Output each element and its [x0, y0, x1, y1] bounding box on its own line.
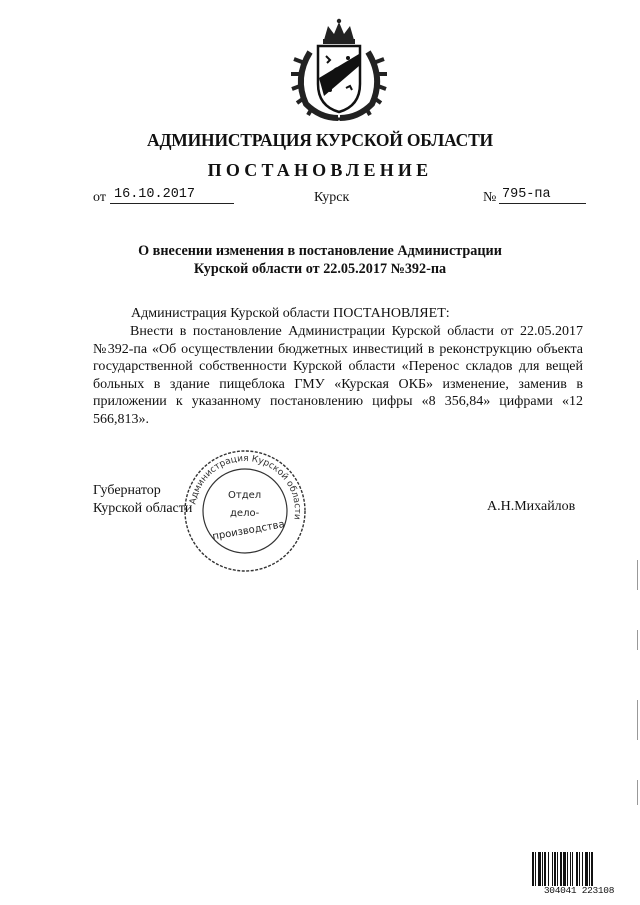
- scan-edge-mark: [637, 700, 638, 740]
- body-paragraph: Внести в постановление Администрации Курской области от 22.05.2017 №392-па «Об осуществлении бюджетных инвестиций в реконструкцию объекта государственной собственности Курской области «Перенос складов для вещей больных в здание пищеблока ГМУ «Курская ОКБ» изменение, заменив в приложении к указанному постановлению цифры «8 356,84» цифрами «12 566,813».: [93, 324, 583, 427]
- barcode: [532, 852, 626, 898]
- org-title: АДМИНИСТРАЦИЯ КУРСКОЙ ОБЛАСТИ: [147, 130, 493, 150]
- scan-edge-mark: [637, 780, 638, 805]
- barcode-bars: [532, 852, 626, 886]
- stamp-seal-icon: [180, 446, 310, 576]
- stamp-line-2: дело-: [230, 508, 260, 519]
- stamp-line-1: Отдел: [228, 490, 262, 501]
- signatory-name: А.Н.Михайлов: [487, 499, 576, 514]
- stamp-ring-text: Администрация Курской области: [188, 453, 303, 521]
- signatory-title-line-2: Курской области: [93, 500, 193, 516]
- document-number: 795-па: [499, 187, 586, 204]
- barcode-number: 304041 223108: [543, 885, 615, 896]
- document-type: ПОСТАНОВЛЕНИЕ: [207, 160, 433, 180]
- document-heading: [100, 242, 540, 278]
- document-date: 16.10.2017: [110, 187, 234, 204]
- coat-of-arms-icon: [290, 18, 388, 122]
- signatory-title-line-1: Губернатор: [93, 483, 161, 498]
- stamp-line-3: производства: [211, 519, 286, 543]
- number-prefix: №: [483, 190, 497, 205]
- signatory-title: [93, 482, 192, 517]
- date-prefix: от: [93, 190, 106, 205]
- barcode-bar: [593, 852, 594, 886]
- heading-line-1: О внесении изменения в постановление Администрации: [138, 243, 502, 259]
- scan-edge-mark: [637, 630, 638, 650]
- preamble: Администрация Курской области ПОСТАНОВЛЯЕТ:: [131, 306, 450, 321]
- heading-line-2: Курской области от 22.05.2017 №392-па: [193, 261, 447, 277]
- document-city: Курск: [314, 190, 350, 205]
- scan-edge-mark: [637, 560, 638, 590]
